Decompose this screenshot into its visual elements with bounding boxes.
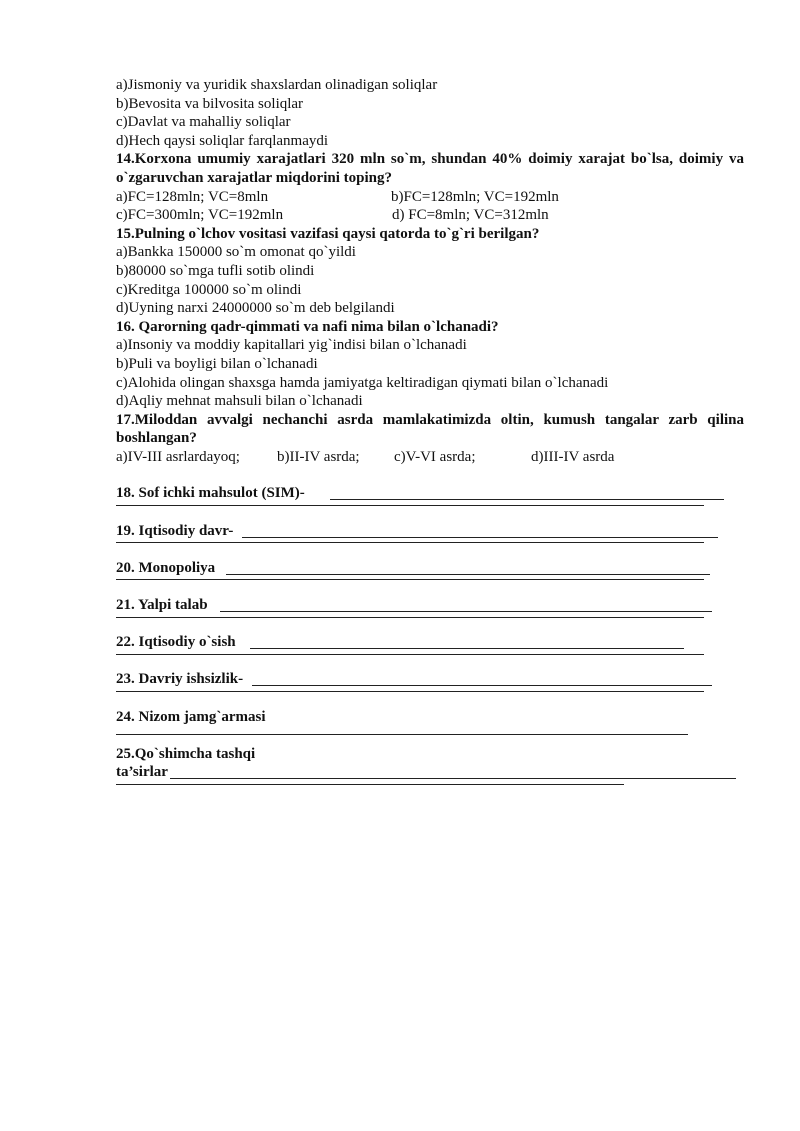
- def-25-term-line1: 25.Qo`shimcha tashqi: [116, 745, 256, 762]
- q15-question: 15.Pulning o`lchov vositasi vazifasi qaysi qatorda to`g`ri berilgan?: [116, 225, 540, 242]
- q17-option-c: c)V-VI asrda;: [394, 448, 476, 465]
- answer-line[interactable]: [116, 542, 704, 543]
- def-22-term: 22. Iqtisodiy o`sish: [116, 633, 744, 652]
- q15-option-b: b)80000 so`mga tufli sotib olindi: [116, 262, 315, 279]
- def-25-term-line2: ta’sirlar: [116, 763, 744, 782]
- worksheet-page: [116, 76, 744, 801]
- q14-question: 14.Korxona umumiy xarajatlari 320 mln so`m, shundan 40% doimiy xarajat bo`lsa, doimiy va o`zgaruvchan xarajatlar miqdorini toping?: [116, 151, 744, 186]
- answer-line[interactable]: [116, 617, 704, 618]
- q16-option-d: d)Aqliy mehnat mahsuli bilan o`lchanadi: [116, 393, 363, 410]
- q15-option-d: d)Uyning narxi 24000000 so`m deb belgilandi: [116, 300, 395, 317]
- answer-line[interactable]: [250, 648, 684, 649]
- q14-option-d: d) FC=8mln; VC=312mln: [392, 207, 549, 224]
- def-18-term: 18. Sof ichki mahsulot (SIM)-: [116, 484, 744, 503]
- q16-option-b: b)Puli va boyligi bilan o`lchanadi: [116, 355, 318, 372]
- q13-option-a: a)Jismoniy va yuridik shaxslardan olinadigan soliqlar: [116, 77, 438, 93]
- q14-option-a: a)FC=128mln; VC=8mln: [116, 188, 269, 205]
- q17-option-a: a)IV-III asrlardayoq;: [116, 448, 240, 465]
- q13-option-d: d)Hech qaysi soliqlar farqlanmaydi: [116, 132, 329, 149]
- answer-line[interactable]: [116, 505, 704, 506]
- answer-line[interactable]: [116, 691, 704, 692]
- answer-line[interactable]: [252, 685, 712, 686]
- answer-line[interactable]: [220, 611, 712, 612]
- q16-option-a: a)Insoniy va moddiy kapitallari yig`indisi bilan o`lchanadi: [116, 337, 467, 354]
- q15-option-c: c)Kreditga 100000 so`m olindi: [116, 281, 302, 298]
- answer-line[interactable]: [242, 537, 718, 538]
- q17-option-b: b)II-IV asrda;: [277, 448, 360, 465]
- def-24-term: 24. Nizom jamg`armasi: [116, 708, 266, 725]
- answer-line[interactable]: [170, 778, 736, 779]
- q17-question: 17.Miloddan avvalgi nechanchi asrda mamlakatimizda oltin, kumush tangalar zarb qilina boshlangan?: [116, 411, 744, 447]
- answer-line[interactable]: [116, 734, 688, 735]
- q13-option-c: c)Davlat va mahalliy soliqlar: [116, 114, 291, 131]
- def-21-term: 21. Yalpi talab: [116, 596, 744, 615]
- def-19-term: 19. Iqtisodiy davr-: [116, 522, 744, 541]
- q14-options-row-1: [116, 188, 744, 207]
- q15-option-a: a)Bankka 150000 so`m omonat qo`yildi: [116, 244, 356, 261]
- q17-option-d: d)III-IV asrda: [531, 448, 615, 465]
- q14-options-row-2: [116, 206, 744, 225]
- answer-line[interactable]: [226, 574, 710, 575]
- answer-line[interactable]: [116, 784, 624, 785]
- spacer: [116, 466, 744, 484]
- q16-question: 16. Qarorning qadr-qimmati va nafi nima bilan o`lchanadi?: [116, 318, 499, 335]
- q14-option-c: c)FC=300mln; VC=192mln: [116, 207, 284, 224]
- answer-line[interactable]: [116, 579, 704, 580]
- q16-option-c: c)Alohida olingan shaxsga hamda jamiyatga keltiradigan qiymati bilan o`lchanadi: [116, 374, 609, 391]
- def-23-term: 23. Davriy ishsizlik-: [116, 670, 744, 689]
- answer-line[interactable]: [330, 499, 724, 500]
- q17-options-row: [116, 448, 744, 467]
- q13-option-b: b)Bevosita va bilvosita soliqlar: [116, 95, 304, 112]
- def-20-term: 20. Monopoliya: [116, 559, 744, 578]
- answer-line[interactable]: [116, 654, 704, 655]
- q14-option-b: b)FC=128mln; VC=192mln: [391, 188, 559, 205]
